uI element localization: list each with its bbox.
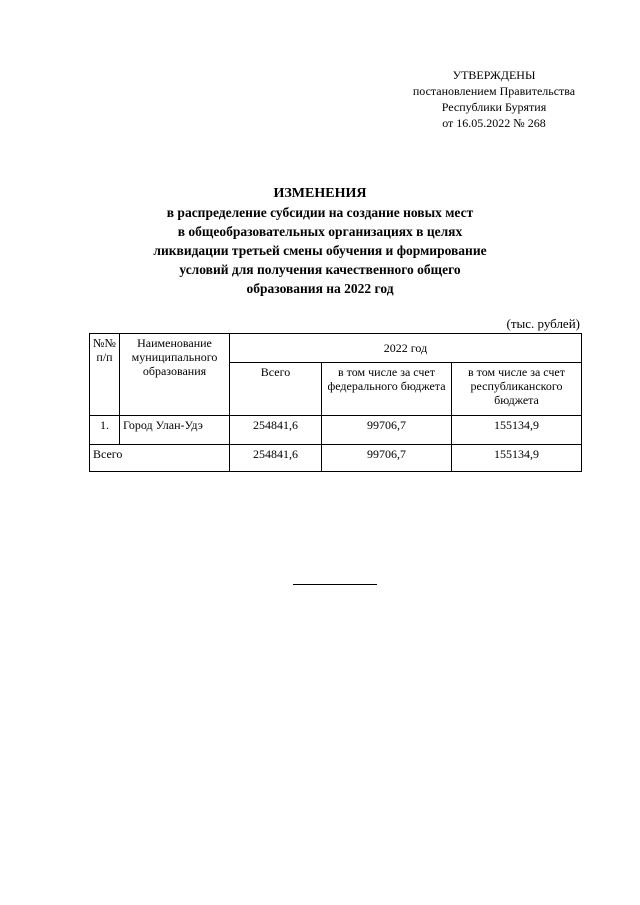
cell-federal: 99706,7	[322, 416, 452, 445]
header-num: №№ п/п	[90, 334, 120, 416]
subsidy-table	[89, 333, 582, 472]
table-header-row	[90, 334, 582, 363]
document-title-line: ликвидации третьей смены обучения и формирование	[153, 243, 487, 258]
end-separator-line	[293, 584, 377, 585]
table-total-row	[90, 445, 582, 472]
table-row	[90, 416, 582, 445]
total-federal: 99706,7	[322, 445, 452, 472]
units-note: (тыс. рублей)	[506, 316, 580, 331]
document-title-line: образования на 2022 год	[246, 281, 394, 296]
header-federal: в том числе за счет федерального бюджета	[322, 363, 452, 416]
total-label: Всего	[90, 445, 230, 472]
cell-total: 254841,6	[230, 416, 322, 445]
document-title-main: ИЗМЕНЕНИЯ	[273, 186, 367, 201]
approval-stamp	[396, 67, 592, 131]
document-title-line: в распределение субсидии на создание новых мест	[166, 205, 474, 220]
document-title-line: в общеобразовательных организациях в целях	[177, 224, 463, 239]
cell-name: Город Улан-Удэ	[120, 416, 230, 445]
header-name: Наименование муниципального образования	[120, 334, 230, 416]
header-year: 2022 год	[230, 334, 582, 363]
total-republic: 155134,9	[452, 445, 582, 472]
approval-republic: Республики Бурятия	[441, 100, 547, 114]
document-title	[100, 184, 540, 298]
header-republic: в том числе за счет республиканского бюджета	[452, 363, 582, 416]
approval-decree: постановлением Правительства	[412, 84, 576, 98]
approval-title: УТВЕРЖДЕНЫ	[452, 68, 536, 82]
cell-num: 1.	[90, 416, 120, 445]
total-sum: 254841,6	[230, 445, 322, 472]
cell-republic: 155134,9	[452, 416, 582, 445]
approval-date-number: от 16.05.2022 № 268	[442, 116, 546, 130]
header-total: Всего	[230, 363, 322, 416]
document-title-line: условий для получения качественного общего	[179, 262, 461, 277]
